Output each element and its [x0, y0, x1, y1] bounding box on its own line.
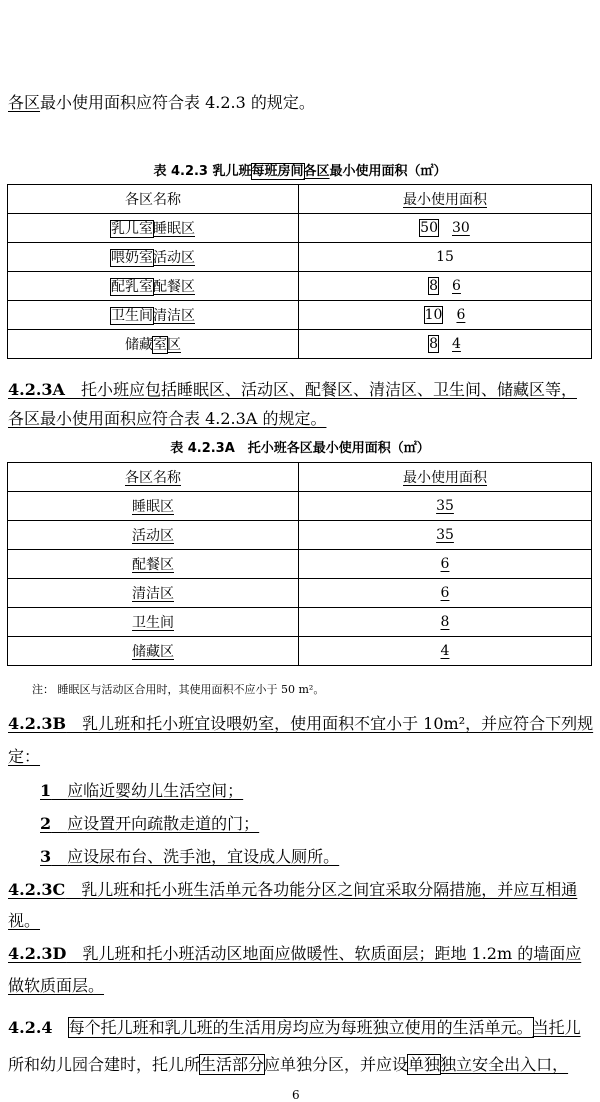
row-value	[299, 301, 592, 330]
deleted-value: 50	[420, 220, 438, 236]
clause-4-2-3B-line1	[8, 711, 593, 734]
row-value	[299, 214, 592, 243]
inserted-name: 活动区	[153, 250, 195, 266]
row-value	[299, 272, 592, 301]
value: 15	[436, 249, 454, 265]
clause-text: 各区最小使用面积应符合表 4.2.3A 的规定。	[8, 409, 327, 428]
table-row	[8, 608, 592, 637]
clause-4-2-3B-line2	[8, 744, 40, 767]
row-name	[8, 214, 299, 243]
clause-4-2-3A-line1	[8, 377, 577, 400]
value: 4	[440, 643, 450, 659]
row-value	[299, 492, 592, 521]
table-row	[8, 579, 592, 608]
inserted-value: 4	[452, 336, 461, 352]
table-header-row	[8, 463, 592, 492]
row-value	[299, 579, 592, 608]
deleted-name: 乳儿室	[111, 221, 153, 237]
row-value	[299, 637, 592, 666]
item-text: 应设置开向疏散走道的门；	[67, 814, 260, 833]
row-value	[299, 521, 592, 550]
header-cell-area	[299, 185, 592, 214]
table-row	[8, 637, 592, 666]
table1-caption	[0, 160, 600, 179]
table-row	[8, 301, 592, 330]
list-item	[40, 844, 339, 867]
item-number: 2	[40, 814, 52, 833]
name: 睡眠区	[132, 499, 174, 515]
item-number: 3	[40, 847, 52, 866]
clause-4-2-4-line1	[8, 1015, 581, 1038]
list-item	[40, 811, 259, 834]
header-name-text: 各区名称	[125, 470, 181, 486]
clause-label: 4.2.3A	[8, 380, 65, 399]
deleted-name: 喂奶室	[111, 250, 153, 266]
deleted-value: 10	[424, 307, 443, 323]
clause-4-2-3C-line1	[8, 877, 577, 900]
intro-line	[8, 90, 315, 113]
deleted-text: 单独	[408, 1055, 441, 1074]
value: 6	[440, 556, 450, 572]
name: 活动区	[132, 528, 174, 544]
table2-caption: 表 4.2.3A 托小班各区最小使用面积（㎡）	[170, 441, 430, 456]
table-row	[8, 243, 592, 272]
clause-text: 所和幼儿园合建时，托儿所	[8, 1055, 201, 1074]
clause-text: 乳儿班和托小班生活单元各功能分区之间宜采取分隔措施，并应互相通	[81, 880, 578, 899]
clause-label: 4.2.3C	[8, 880, 66, 899]
item-text: 应临近婴幼儿生活空间；	[67, 781, 244, 800]
row-value	[299, 608, 592, 637]
intro-underlined: 各区	[8, 93, 41, 112]
row-name	[8, 550, 299, 579]
row-name	[8, 330, 299, 359]
value: 8	[440, 614, 450, 630]
deleted-value: 8	[429, 336, 438, 352]
deleted-name: 配乳室	[111, 279, 153, 295]
row-value	[299, 550, 592, 579]
name: 配餐区	[132, 557, 174, 573]
clause-4-2-3D-line1	[8, 941, 581, 964]
inserted-text: 独立安全出入口，	[440, 1055, 569, 1074]
table-row	[8, 272, 592, 301]
row-name	[8, 579, 299, 608]
item-number: 1	[40, 781, 52, 800]
table1-caption-boxed: 每班房间	[251, 164, 304, 179]
clause-text: 乳儿班和托小班宜设喂奶室，使用面积不宜小于 10m²，并应符合下列规	[82, 714, 594, 733]
row-value	[299, 243, 592, 272]
table-row	[8, 214, 592, 243]
header-cell-area	[299, 463, 592, 492]
inserted-value: 30	[452, 220, 470, 236]
clause-text: 定：	[8, 747, 41, 766]
name-prefix: 储藏	[125, 337, 153, 353]
inserted-name: 睡眠区	[153, 221, 195, 237]
clause-text: 托小班应包括睡眠区、活动区、配餐区、清洁区、卫生间、储藏区等，	[80, 380, 577, 399]
row-name	[8, 608, 299, 637]
value: 35	[436, 527, 454, 543]
deleted-name: 室	[153, 337, 167, 353]
table-row	[8, 550, 592, 579]
clause-label: 4.2.3D	[8, 944, 67, 963]
table-header-row	[8, 185, 592, 214]
deleted-text: 每个托儿班和乳儿班的生活用房均应为每班独立使用的生活单元。	[68, 1018, 533, 1037]
clause-label: 4.2.3B	[8, 714, 67, 733]
deleted-name: 卫生间	[111, 308, 153, 324]
item-text: 应设尿布台、洗手池，宜设成人厕所。	[67, 847, 340, 866]
table1-caption-suffix: 最小使用面积（㎡）	[329, 164, 447, 179]
inserted-value: 6	[452, 278, 461, 294]
deleted-text: 生活部分	[200, 1055, 265, 1074]
header-area-text: 最小使用面积	[403, 470, 487, 486]
inserted-value: 6	[456, 307, 466, 323]
table2-note: 注： 睡眠区与活动区合用时，其使用面积不应小于 50 m²。	[32, 683, 325, 696]
clause-4-2-4-line2	[8, 1052, 568, 1075]
deleted-value: 8	[429, 278, 438, 294]
clause-text: 视。	[8, 911, 41, 930]
page-number: 6	[292, 1088, 300, 1102]
row-name	[8, 492, 299, 521]
intro-rest: 最小使用面积应符合表 4.2.3 的规定。	[40, 93, 315, 112]
clause-4-2-3A-line2	[8, 406, 326, 429]
clause-text: 乳儿班和托小班活动区地面应做暖性、软质面层；距地 1.2m 的墙面应	[82, 944, 582, 963]
row-name	[8, 272, 299, 301]
clause-text: 做软质面层。	[8, 976, 105, 995]
value: 35	[436, 498, 454, 514]
table1-caption-underlined: 各区	[303, 164, 330, 179]
header-area-text: 最小使用面积	[403, 192, 487, 208]
inserted-name: 清洁区	[153, 308, 195, 324]
name: 卫生间	[132, 615, 174, 631]
row-name	[8, 243, 299, 272]
list-item	[40, 778, 243, 801]
row-name	[8, 521, 299, 550]
row-name	[8, 637, 299, 666]
value: 6	[440, 585, 450, 601]
header-cell-name	[8, 463, 299, 492]
table2	[7, 462, 592, 666]
row-name	[8, 301, 299, 330]
table1	[7, 184, 592, 359]
header-cell-name: 各区名称	[8, 185, 299, 214]
inserted-text: 当托儿	[532, 1018, 581, 1037]
inserted-name: 配餐区	[153, 279, 195, 295]
name: 储藏区	[132, 644, 174, 660]
clause-text: 应单独分区，并应设	[264, 1055, 409, 1074]
table-row	[8, 521, 592, 550]
clause-label: 4.2.4	[8, 1018, 53, 1037]
table-row	[8, 330, 592, 359]
clause-4-2-3C-line2	[8, 908, 40, 931]
inserted-name: 区	[167, 337, 181, 353]
row-value	[299, 330, 592, 359]
clause-4-2-3D-line2	[8, 973, 104, 996]
table-row	[8, 492, 592, 521]
name: 清洁区	[132, 586, 174, 602]
table1-caption-prefix: 表 4.2.3 乳儿班	[153, 164, 252, 179]
